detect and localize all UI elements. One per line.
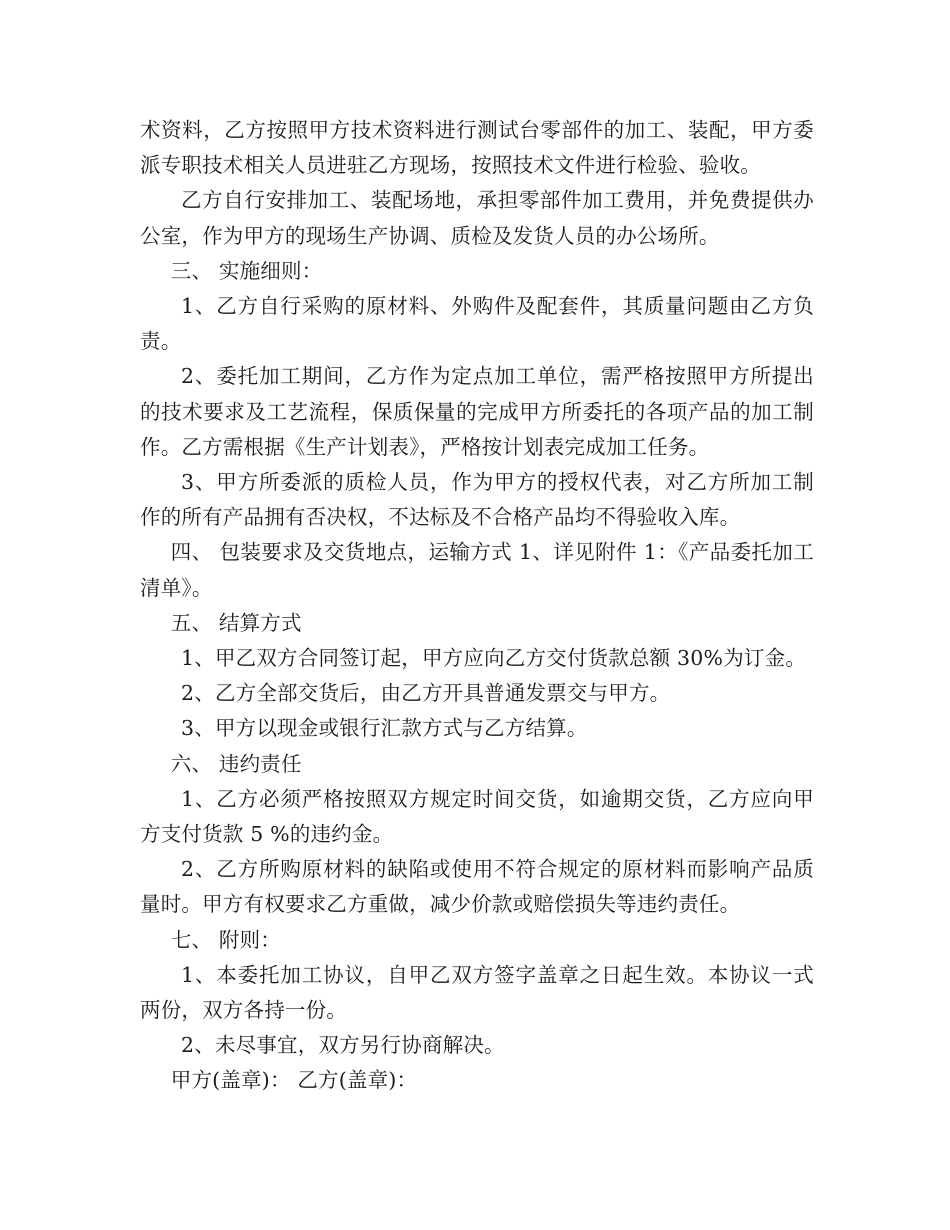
clause-3-2: 2、委托加工期间，乙方作为定点加工单位，需严格按照甲方所提出的技术要求及工艺流程，保质保量的完成甲方所委托的各项产品的加工制作。乙方需根据《生产计划表》，严格按计划表完成加工任务。 bbox=[140, 364, 814, 459]
clause-6-2: 2、乙方所购原材料的缺陷或使用不符合规定的原材料而影响产品质量时。甲方有权要求乙方重做，减少价款或赔偿损失等违约责任。 bbox=[140, 857, 814, 917]
section-heading-6: 六、 违约责任 bbox=[170, 751, 302, 776]
clause-7-1: 1、本委托加工协议，自甲乙双方签字盖章之日起生效。本协议一式两份，双方各持一份。 bbox=[140, 962, 814, 1023]
document-body bbox=[140, 113, 814, 1099]
signature-line: 甲方(盖章)： 乙方(盖章)： bbox=[170, 1068, 418, 1093]
clause-3-3: 3、甲方所委派的质检人员，作为甲方的授权代表，对乙方所加工制作的所有产品拥有否决权，不达标及不合格产品均不得验收入库。 bbox=[140, 470, 814, 530]
section-heading-3: 三、 实施细则： bbox=[170, 258, 323, 283]
section-heading-7: 七、 附则： bbox=[170, 927, 281, 952]
clause-3-1: 1、乙方自行采购的原材料、外购件及配套件，其质量问题由乙方负责。 bbox=[140, 294, 814, 354]
paragraph-workspace: 乙方自行安排加工、装配场地，承担零部件加工费用，并免费提供办公室，作为甲方的现场生产协调、质检及发货人员的办公场所。 bbox=[140, 188, 814, 248]
clause-5-3: 3、甲方以现金或银行汇款方式与乙方结算。 bbox=[181, 716, 588, 741]
paragraph-continuation: 术资料，乙方按照甲方技术资料进行测试台零部件的加工、装配，甲方委派专职技术相关人员进驻乙方现场，按照技术文件进行检验、验收。 bbox=[140, 118, 814, 178]
clause-5-1: 1、甲乙双方合同签订起，甲方应向乙方交付货款总额 30%为订金。 bbox=[181, 646, 807, 671]
clause-6-1: 1、乙方必须严格按照双方规定时间交货，如逾期交货，乙方应向甲方支付货款 5 %的违约金。 bbox=[140, 786, 814, 847]
section-heading-4: 四、 包装要求及交货地点，运输方式 1、详见附件 1：《产品委托加工清单》。 bbox=[140, 540, 814, 600]
clause-5-2: 2、乙方全部交货后，由乙方开具普通发票交与甲方。 bbox=[181, 681, 671, 706]
section-heading-5: 五、 结算方式 bbox=[170, 610, 302, 635]
clause-7-2: 2、未尽事宜，双方另行协商解决。 bbox=[181, 1033, 505, 1058]
